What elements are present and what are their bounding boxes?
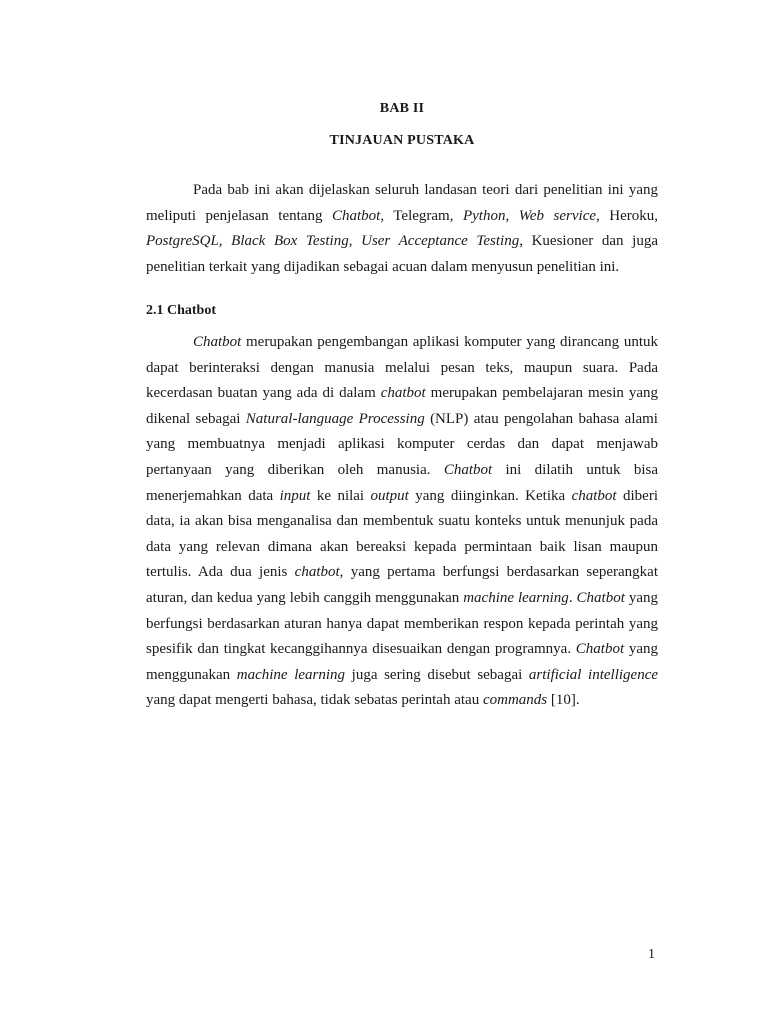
intro-paragraph: Pada bab ini akan dijelaskan seluruh landasan teori dari penelitian ini yang meliputi penjelasan tentang Chatbot, Telegram, Python, Web service, Heroku, PostgreSQL, Black Box Testing, User Acceptance Testing, Kuesioner dan juga penelitian terkait yang dijadikan sebagai acuan dalam menyusun penelitian ini. — [146, 182, 659, 275]
page-number: 1 — [648, 947, 655, 962]
chapter-number: BAB II — [379, 101, 425, 116]
chatbot-paragraph: Chatbot merupakan pengembangan aplikasi komputer yang dirancang untuk dapat berinteraksi dengan manusia melalui pesan teks, maupun suara. Pada kecerdasan buatan yang ada di dalam chatbot merupakan pembelajaran mesin yang dikenal sebagai Natural-language Processing (NLP) atau pengolahan bahasa alami yang membuatnya menjadi aplikasi komputer cerdas dan dapat menjawab pertanyaan yang diberikan oleh manusia. Chatbot ini dilatih untuk bisa menerjemahkan data input ke nilai output yang diinginkan. Ketika chatbot diberi data, ia akan bisa menganalisa dan membentuk suatu konteks untuk menunjuk pada data yang relevan dimana akan bereaksi kepada permintaan baik lisan maupun tertulis. Ada dua jenis chatbot, yang pertama berfungsi berdasarkan seperangkat aturan, dan kedua yang lebih canggih menggunakan machine learning. Chatbot yang berfungsi berdasarkan aturan hanya dapat memberikan respon kepada perintah yang spesifik dan tingkat kecanggihannya disesuaikan dengan programnya. Chatbot yang menggunakan machine learning juga sering disebut sebagai artificial intelligence yang dapat mengerti bahasa, tidak sebatas perintah atau commands [10]. — [146, 334, 659, 709]
section-heading: 2.1 Chatbot — [146, 303, 217, 318]
chapter-title: TINJAUAN PUSTAKA — [329, 133, 475, 148]
